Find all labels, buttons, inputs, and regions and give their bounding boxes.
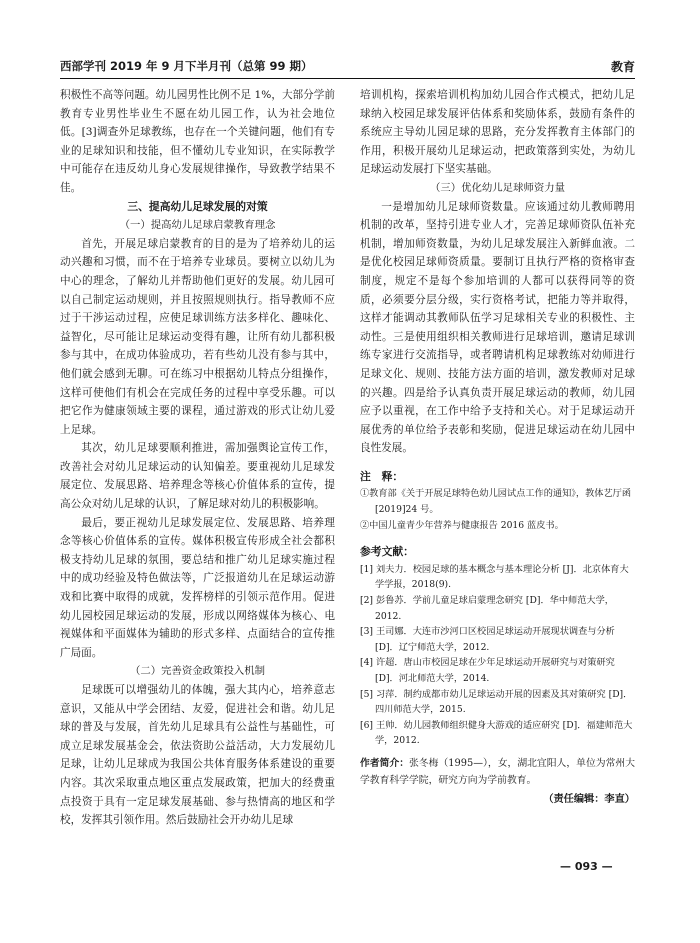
running-header <box>60 58 635 79</box>
reference-number: [1] <box>360 563 374 575</box>
reference-text: 习萍．制约成都市幼儿足球运动开展的因素及其对策研究 [D]．四川师范大学，2015. <box>375 688 633 716</box>
note-item: ②中国儿童青少年营养与健康报告 2016 蓝皮书。 <box>360 519 564 531</box>
paragraph: 积极性不高等问题。幼儿园男性比例不足 1%，大部分学前教育专业男性毕业生不愿在幼儿园工作，认为社会地位低。[3]调查外足球教练，也存在一个关键问题，他们有专业的足球知识和技能，但不懂幼儿专业知识，在实际教学中可能存在违反幼儿身心发展规律操作，导致教学结果不佳。 <box>60 89 335 194</box>
reference-number: [4] <box>360 657 374 669</box>
reference-item <box>360 624 635 655</box>
reference-item <box>360 593 635 624</box>
section-label: 教育 <box>610 60 635 74</box>
right-column <box>360 86 635 810</box>
notes-title: 注 释： <box>360 469 404 483</box>
journal-title: 西部学刊 2019 年 9 月下半月刊（总第 99 期） <box>60 59 313 73</box>
section-heading: 三、提高幼儿足球发展的对策 <box>127 199 268 213</box>
reference-text: 刘夫力．校园足球的基本概念与基本理论分析 [J]．北京体育大学学报，2018(9). <box>375 563 629 591</box>
reference-item <box>360 562 635 593</box>
subsection-heading: （二）完善资金政策投入机制 <box>129 665 266 678</box>
left-column <box>60 86 335 830</box>
reference-text: 许超．唐山市校园足球在少年足球运动开展研究与对策研究 [D]．河北师范大学，2014. <box>375 657 615 684</box>
author-bio <box>360 755 635 789</box>
reference-number: [5] <box>360 688 374 700</box>
paragraph: 首先，开展足球启蒙教育的目的是为了培养幼儿的运动兴趣和习惯，而不在于培养专业球员。要树立以幼儿为中心的理念，了解幼儿并帮助他们更好的发展。幼儿园可以自己制定运动规则，并且按照规则执行。指导教师不应过于干涉运动过程，应使足球训练方法多样化、趣味化、益智化，尽可能让足球运动变得有趣，让所有幼儿都积极参与其中，在成功体验成功，若有些幼儿没有参与其中，他们就会感到无聊。可在练习中根据幼儿特点分组操作，这样可使他们有机会在完成任务的过程中享受乐趣。可以把它作为健康领域主要的课程，通过游戏的形式让幼儿爱上足球。 <box>60 237 335 436</box>
reference-item <box>360 687 635 718</box>
reference-item <box>360 718 635 749</box>
reference-text: 王司娜．大连市沙河口区校园足球运动开展现状调查与分析 [D]．辽宁师范大学，2012. <box>375 626 615 653</box>
author-label: 作者简介： <box>360 757 410 769</box>
subsection-heading: （一）提高幼儿足球启蒙教育理念 <box>119 219 276 232</box>
reference-text: 王帅．幼儿园教师组织健身大游戏的适应研究 [D]．福建师范大学，2012. <box>375 719 633 747</box>
reference-number: [2] <box>360 595 374 607</box>
paragraph: 最后，要正视幼儿足球发展定位、发展思路、培养理念等核心价值体系的宣传。媒体积极宣传形成全社会都积极支持幼儿足球的氛围，要总结和推广幼儿足球实施过程中的成功经验及特色做法等，广泛报道幼儿在足球运动游戏和比赛中取得的成就，发挥榜样的引领示范作用。促进幼儿园校园足球运动的发展，形成以网络媒体为核心、电视媒体和平面媒体为辅助的形式多样、点面结合的宣传推广局面。 <box>60 516 335 659</box>
author-text: 张冬梅（1995—），女，湖北宜阳人，单位为常州大学教育科学学院，研究方向为学前教育。 <box>360 757 635 786</box>
reference-number: [6] <box>360 719 374 731</box>
subsection-heading: （三）优化幼儿足球师资力量 <box>429 181 566 194</box>
reference-item <box>360 655 635 686</box>
reference-text: 彭鲁苏．学前儿童足球启蒙理念研究 [D]．华中师范大学，2012. <box>375 595 614 622</box>
paragraph: 足球既可以增强幼儿的体魄，强大其内心，培养意志意识，又能从中学会团结、友爱，促进社会和谐。幼儿足球的普及与发展，首先幼儿足球具有公益性与基础性，可成立足球发展基金会，依法资助公益活动，大力发展幼儿足球，让幼儿足球成为我国公共体育服务体系建设的重要内容。其次采取重点地区重点发展政策，把加大的经费重点投资于具有一定足球发展基础、参与热情高的地区和学校，发挥其引领作用。然后鼓励社会开办幼儿足球 <box>60 684 335 827</box>
reference-number: [3] <box>360 626 374 638</box>
paragraph: 其次，幼儿足球要顺利推进，需加强舆论宣传工作，改善社会对幼儿足球运动的认知偏差。要重视幼儿足球发展定位、发展思路、培养理念等核心价值体系的宣传，提高公众对幼儿足球的认识，了解足球对幼儿的积极影响。 <box>60 442 335 511</box>
responsible-editor: （责任编辑：李直） <box>543 793 635 805</box>
paragraph: 培训机构，探索培训机构加幼儿园合作式模式，把幼儿足球纳入校园足球发展评估体系和奖励体系，鼓励有条件的系统应主导幼儿园足球的思路，充分发挥教育主体部门的作用，积极开展幼儿足球运动，把政策落到实处，为幼儿足球运动发展打下坚实基础。 <box>360 89 635 176</box>
paragraph: 一是增加幼儿足球师资数量。应该通过幼儿教师聘用机制的改革，坚持引进专业人才，完善足球师资队伍补充机制，增加师资数量，为幼儿足球发展注入新鲜血液。二是优化校园足球师资质量。要制订且执行严格的资格审查制度，规定不是每个参加培训的人都可以获得同等的资质，必须要分层分级，实行资格考试，把能力等并取得，这样才能调动其教师队伍学习足球相关专业的积极性、主动性。三是使用组织相关教师进行足球培训，邀请足球训练专家进行交流指导，或者聘请机构足球教练对幼师进行足球文化、规则、技能方法方面的培训，激发教师对足球的兴趣。四是给予认真负责开展足球运动的教师，幼儿园应予以重视，在工作中给予支持和关心。对于足球运动开展优秀的单位给予表彰和奖励，促进足球运动在幼儿园中良性发展。 <box>360 200 635 455</box>
references-title: 参考文献： <box>360 545 414 559</box>
page-number: — 093 — <box>560 860 613 873</box>
note-item: ①教育部《关于开展足球特色幼儿园试点工作的通知》，教体艺厅函 [2019]24 号。 <box>360 488 632 516</box>
